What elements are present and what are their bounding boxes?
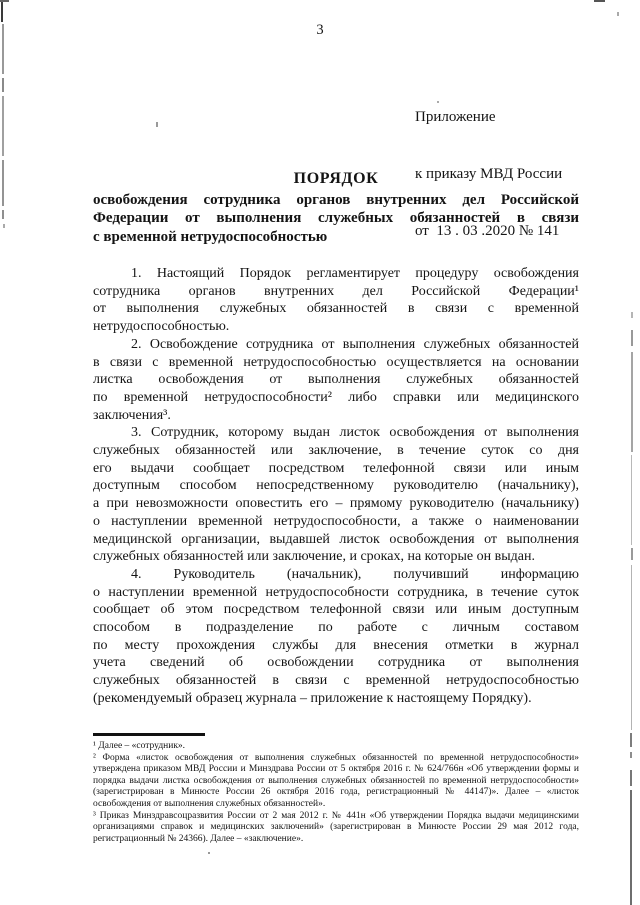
footnote-line: утверждена приказом МВД России и Минздрава России от 5 октября 2016 г. № 624/766н «Об утверждении формы и: [93, 764, 579, 775]
text-line: его выдачи сообщает посредством телефонной связи или иным: [93, 460, 579, 476]
text-line: заключения³.: [93, 407, 171, 423]
text-line: в связи с временной нетрудоспособностью осуществляется на основании: [93, 354, 579, 370]
text-line: по месту прохождения службы для внесения отметки в журнал: [93, 637, 579, 653]
footnote-separator: [93, 733, 205, 736]
scan-artifact: [630, 770, 632, 786]
scan-artifact: [630, 752, 632, 758]
text-line: служебных обязанностей в связи с временной нетрудоспособностью: [93, 673, 579, 689]
heading-block: [93, 168, 579, 246]
scan-artifact: [631, 312, 633, 318]
footnote-2: [93, 753, 579, 811]
scan-artifact: [617, 12, 619, 16]
paragraph-3: [93, 424, 579, 566]
text-line: 3. Сотрудник, которому выдан листок освобождения от выполнения: [131, 425, 579, 441]
text-line: сотрудника органов внутренних дел Российской Федерации¹: [93, 283, 579, 299]
subtitle-line: Федерации от выполнения служебных обязанностей в связи: [93, 210, 579, 227]
scan-artifact: [0, 0, 9, 2]
document-title: ПОРЯДОК: [293, 170, 379, 187]
appendix-date-line: от 13 . 03 .2020 № 141: [415, 223, 560, 239]
footnote-line: ² Форма «листок освобождения от выполнения служебных обязанностей по временной нетрудоспособности»: [93, 752, 579, 763]
text-line: о наступлении временной нетрудоспособности сотрудника, в течение суток: [93, 584, 579, 600]
text-line: листка освобождения от выполнения служебных обязанностей: [93, 372, 579, 388]
footnote-line: (зарегистрирован в Минюсте России 26 октября 2016 года, регистрационный № 44147)». Далее – «листок: [93, 787, 579, 798]
appendix-line: к приказу МВД России: [415, 166, 563, 182]
scan-artifact: [631, 455, 632, 545]
footnote-3: [93, 811, 579, 846]
scan-artifact: [631, 565, 632, 730]
scan-artifact: [208, 852, 210, 854]
text-line: доступным способом непосредственному руководителю (начальнику),: [93, 478, 579, 494]
scan-artifact: [631, 352, 633, 452]
scan-artifact: [1, 2, 3, 22]
text-line: медицинской организации, выдавшей листок освобождения от выполнения: [93, 531, 579, 547]
scan-artifact: [631, 330, 633, 346]
text-line: способом в подразделение по работе с личным составом: [93, 620, 579, 636]
text-line: по временной нетрудоспособности² либо справки или медицинского: [93, 389, 579, 405]
footnote-line: порядка выдачи листка освобождения от выполнения служебных обязанностей по временной нетрудоспособности»: [93, 775, 579, 786]
text-line: а при невозможности оповестить его – прямому руководителю (начальнику): [93, 496, 579, 512]
body-text: [93, 265, 579, 708]
subtitle-line: освобождения сотрудника органов внутренних дел Российской: [93, 192, 579, 208]
footnote-line: регистрационный № 24366). Далее – «заключение».: [93, 833, 304, 844]
paragraph-1: [93, 265, 579, 336]
text-line: учета сведений об освобождении сотрудника от выполнения: [93, 655, 579, 671]
text-line: служебных обязанностей или заключение, и сроках, на которые он выдан.: [93, 549, 535, 565]
text-line: 1. Настоящий Порядок регламентирует процедуру освобождения: [131, 266, 579, 281]
scan-artifact: [630, 790, 632, 905]
scan-artifact: [156, 122, 158, 127]
scan-artifact: [631, 548, 633, 560]
text-line: сообщает об этом посредством телефонной связи или иным доступным: [93, 602, 579, 618]
footnote-1: [93, 741, 579, 753]
text-line: служебных обязанностей или заключение, в течение суток со дня: [93, 443, 579, 459]
footnotes-block: [93, 741, 579, 845]
footnote-line: освобождения от выполнения служебных обязанностей».: [93, 798, 326, 809]
page-number: 3: [316, 22, 324, 38]
text-line: о наступлении временной нетрудоспособности, а также о наименовании: [93, 513, 579, 529]
scan-artifact: [2, 78, 4, 92]
subtitle-line: с временной нетрудоспособностью: [93, 228, 328, 245]
text-line: (рекомендуемый образец журнала – приложение к настоящему Порядку).: [93, 690, 532, 706]
scan-artifact: [630, 733, 632, 747]
footnote-line: ³ Приказ Минздравсоцразвития России от 2 мая 2012 г. № 441н «Об утверждении Порядка выдачи медицинскими: [93, 810, 579, 821]
appendix-line: Приложение: [415, 109, 496, 125]
paragraph-4: [93, 566, 579, 708]
scan-artifact: [594, 0, 605, 2]
scan-artifact: [3, 224, 5, 228]
text-line: нетрудоспособностью.: [93, 319, 230, 335]
text-line: 4. Руководитель (начальник), получивший информацию: [131, 566, 579, 582]
paragraph-2: [93, 336, 579, 425]
scan-artifact: [2, 160, 4, 206]
text-line: от выполнения служебных обязанностей в связи с временной: [93, 301, 579, 317]
scan-artifact: [2, 210, 4, 219]
footnote-line: организациями справок и медицинских заключений» (зарегистрирован в Минюсте России 29 мая 2012 года,: [93, 822, 579, 833]
footnote-line: ¹ Далее – «сотрудник».: [93, 741, 186, 751]
scan-artifact: [2, 96, 4, 156]
text-line: 2. Освобождение сотрудника от выполнения служебных обязанностей: [131, 336, 579, 352]
